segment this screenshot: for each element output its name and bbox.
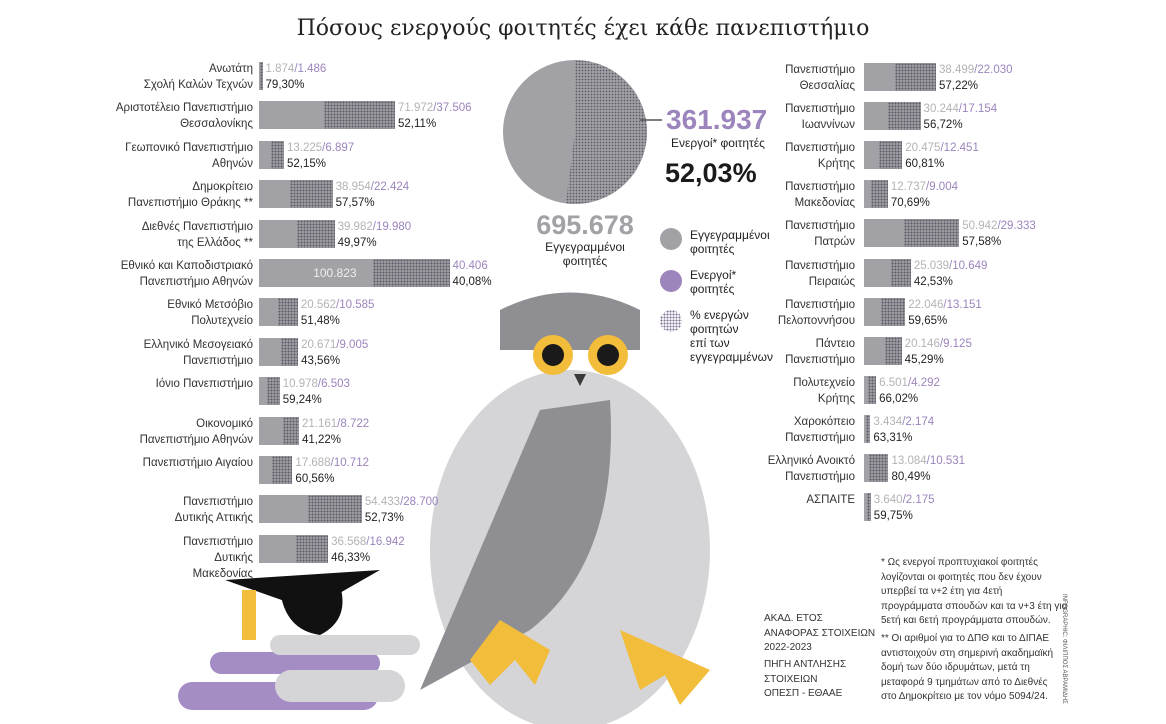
bar-active [904,219,959,247]
university-name: Πανεπιστήμιο Κρήτης [785,142,855,171]
value-active: 40.406 [452,260,488,272]
value-percentage: 40,08% [452,276,492,288]
university-name: Πανεπιστήμιο Αιγαίου [142,457,253,469]
value-label: 6.501/4.292 [879,376,940,389]
value-registered: 30.244 [923,103,959,116]
bar-active [868,376,876,404]
university-name: Πανεπιστήμιο Πειραιώς [785,259,855,288]
value-label: 13.084/10.531 [891,455,966,467]
university-name: Πανεπιστήμιο Μακεδονίας [785,181,855,210]
bar-active [879,141,902,169]
bar-registered [864,141,902,169]
university-name: Χαροκόπειο Πανεπιστήμιο [785,415,855,444]
university-name: Πανεπιστήμιο Θεσσαλίας [785,64,855,92]
active-total: 361.937 [666,104,768,135]
value-label: 17.688/10.712 [295,457,369,469]
value-active: 9.125 [943,337,972,350]
value-registered: 12.737 [890,181,926,194]
university-name: Αριστοτέλειο Πανεπιστήμιο Θεσσαλονίκης [115,102,253,131]
bar-active [281,338,298,366]
value-percentage: 63,31% [873,431,913,444]
active-percentage: 52,03% [665,158,757,188]
footnote-dpth-dipae: ** Οι αριθμοί για το ΔΠΘ και το ΔΙΠΑΕ αντιστοιχούν στη σημερινή ακαδημαϊκή δομή των δύο ιδρυμάτων, μετά τη μεταφορά 9 τμημάτων από το Διεθνές στο Δημοκρίτειο με τον νόμο 5094/24. [881,633,1054,702]
value-label: 1.874/1.486 [265,63,327,75]
value-label: 3.434/2.174 [873,415,935,428]
university-name: Πανεπιστήμιο Δυτικής Αττικής [174,496,253,525]
value-label: 12.737/9.004 [890,181,958,194]
value-percentage: 43,56% [301,354,341,367]
value-active: 6.897 [325,141,355,154]
value-label: 20.475/12.451 [905,142,979,155]
registered-total: 695.678 [536,210,634,240]
value-registered: 22.046 [908,298,944,311]
bar-registered [864,298,905,326]
university-name: ΑΣΠΑΙΤΕ [806,494,855,507]
value-label: 71.972/37.506 [398,102,472,115]
university-name: Ανωτάτη Σχολή Καλών Τεχνών [143,63,253,91]
cap-tassel [242,590,256,640]
value-percentage: 52,73% [364,512,404,525]
university-name: Εθνικό και Καποδιστριακό Πανεπιστήμιο Αθηνών [120,260,253,288]
value-label: 20.146/9.125 [904,337,972,350]
bar-registered [259,338,298,366]
value-registered: 1.874 [265,63,295,75]
value-label: 20.671/9.005 [301,338,369,351]
bar-active [888,102,920,130]
value-registered: 20.562 [300,299,337,312]
value-active: 4.292 [911,376,940,389]
value-registered: 38.954 [335,181,371,194]
value-active: 2.175 [905,494,935,507]
bar-registered [259,377,280,405]
legend-label-registered: Εγγεγραμμένοι φοιτητές [690,228,770,256]
value-percentage: 70,69% [890,197,930,210]
value-label [453,258,488,274]
bar-registered [864,219,959,247]
value-percentage: 41,22% [301,433,341,446]
value-active: 2.174 [905,415,935,428]
bar-active [373,259,449,287]
value-active: 16.942 [369,535,405,548]
bar-registered [864,454,888,482]
bar-registered [864,376,876,404]
value-percentage: 56,72% [923,119,963,132]
value-active: 29.333 [1000,220,1036,233]
bar-active [881,298,906,326]
bar-active [885,337,902,365]
footnote-active-definition: * Ως ενεργοί προπτυχιακοί φοιτητές λογίζονται οι φοιτητές που δεν έχουν υπερβεί τα ν+2 έτη για 4ετή προγράμματα σπουδών και τα ν+3 έτη για 5ετή και 6ετή προγράμματα σπουδών. [881,557,1068,626]
diploma-scroll [270,635,420,655]
value-label: 13.225/6.897 [286,141,355,154]
value-registered: 3.640 [873,494,903,507]
value-active: 37.506 [436,102,472,115]
value-label: 30.244/17.154 [923,103,998,116]
value-registered: 10.978 [282,378,318,391]
owl-pupil-left [542,344,564,366]
bar-active [271,141,284,169]
value-active: 10.531 [929,455,966,467]
bar-active [867,493,871,521]
value-percentage: 57,57% [335,197,375,210]
value-label: 3.640/2.175 [873,494,935,507]
academic-year-note: ΑΚΑΔ. ΕΤΟΣ ΑΝΑΦΟΡΑΣ ΣΤΟΙΧΕΙΩΝ 2022-2023 [764,613,876,653]
bar-active [272,456,292,484]
value-label: 50.942/29.333 [962,220,1036,233]
value-registered: 50.942 [962,220,998,233]
bar-active [891,259,911,287]
value-label: 36.568/16.942 [331,535,405,548]
value-active: 8.722 [340,417,370,430]
bar-registered [259,259,450,287]
value-label: 20.562/10.585 [300,299,375,312]
bar-registered [259,495,362,523]
bar-registered [259,62,263,90]
university-name: Ελληνικό Ανοικτό Πανεπιστήμιο [767,455,855,483]
university-row [0,534,405,580]
bar-registered [259,220,335,248]
value-label: 38.499/22.030 [938,64,1013,76]
bar-active [866,415,870,443]
bar-registered [864,493,871,521]
value-label: 54.433/28.700 [364,496,439,509]
value-active: 9.004 [929,181,958,194]
university-name: Πολυτεχνείο Κρήτης [793,376,855,405]
value-percentage: 80,49% [891,471,931,483]
value-registered: 39.982 [337,220,373,233]
value-registered: 54.433 [364,496,401,509]
bar-active [267,377,279,405]
value-registered: 38.499 [938,64,975,76]
value-active: 22.424 [374,181,410,194]
value-registered: 20.146 [904,337,940,350]
value-registered: 71.972 [398,102,434,115]
value-registered: 36.568 [331,535,367,548]
value-percentage: 46,33% [331,551,371,564]
value-active: 1.486 [297,63,327,75]
bar-registered [864,259,911,287]
value-active: 10.712 [333,457,369,469]
value-percentage: 59,24% [282,394,322,407]
bar-registered [259,417,299,445]
bar-registered [864,337,902,365]
bar-active [324,101,395,129]
university-name: Εθνικό Μετσόβιο Πολυτεχνείο [167,299,253,328]
value-registered: 20.475 [905,142,941,155]
bar-registered [864,180,888,208]
university-name: Πανεπιστήμιο Ιωαννίνων [785,103,855,132]
value-percentage: 59,75% [873,510,913,523]
value-label: 21.161/8.722 [301,417,370,430]
legend-label-active: Ενεργοί* φοιτητές [690,268,737,296]
value-active: 6.503 [321,378,350,391]
value-label: 22.046/13.151 [908,298,982,311]
university-name: Ελληνικό Μεσογειακό Πανεπιστήμιο [143,338,253,367]
value-active: 9.005 [339,338,369,351]
infographic-credit: INFOGRAPHIC: ΦΙΛΙΠΠΟΣ ΑΒΡΑΜΙΔΗΣ [1061,594,1067,704]
university-name: Πανεπιστήμιο Πελοποννήσου [777,298,855,327]
value-registered: 13.084 [891,455,927,467]
legend-label-percentage: % ενεργών φοιτητών επί των εγγεγραμμένων [690,308,774,364]
bar-active [260,62,263,90]
bar-registered [259,298,298,326]
active-label: Ενεργοί* φοιτητές [671,136,765,150]
value-active: 13.151 [946,298,982,311]
value-percentage: 52,15% [286,157,326,170]
value-active: 28.700 [403,496,439,509]
bar-active [296,535,328,563]
bar-active [297,220,335,248]
value-active: 22.030 [977,64,1013,76]
bar-registered [864,63,936,91]
value-active: 10.649 [952,259,988,272]
source-note: ΠΗΓΗ ΑΝΤΛΗΣΗΣ ΣΤΟΙΧΕΙΩΝ ΟΠΕΣΠ - ΕΘΑΑΕ [764,659,847,699]
value-label: 38.954/22.424 [335,181,410,194]
value-percentage: 66,02% [879,392,919,405]
value-percentage: 52,11% [398,118,437,131]
value-registered: 3.434 [873,415,903,428]
value-percentage: 42,53% [913,275,953,288]
university-name: Οικονομικό Πανεπιστήμιο Αθηνών [139,417,253,446]
bar-registered [259,535,328,563]
university-name: Δημοκρίτειο Πανεπιστήμιο Θράκης ** [127,181,253,210]
university-name: Ιόνιο Πανεπιστήμιο [155,378,253,391]
value-percentage: 60,81% [905,158,945,171]
university-name: Γεωπονικό Πανεπιστήμιο Αθηνών [125,141,253,170]
value-percentage: 60,56% [295,473,335,485]
value-registered: 100.823 [313,266,357,280]
value-active: 17.154 [961,103,998,116]
bar-active [278,298,298,326]
value-label: 39.982/19.980 [337,220,412,233]
bar-active [308,495,362,523]
value-percentage: 51,48% [300,315,340,328]
value-percentage: 45,29% [904,353,944,366]
value-label: 25.039/10.649 [913,259,988,272]
value-registered: 25.039 [913,259,949,272]
bar-registered [259,456,292,484]
graduation-cap-base [280,585,343,635]
bar-active [871,180,888,208]
value-registered: 17.688 [295,457,331,469]
bar-registered [259,101,395,129]
value-active: 19.980 [375,220,412,233]
chart-title: Πόσους ενεργούς φοιτητές έχει κάθε πανεπιστήμιο [296,16,870,41]
bar-registered [259,180,333,208]
value-registered: 20.671 [301,338,337,351]
bar-registered [259,141,284,169]
book-3 [275,670,405,702]
university-name: Πανεπιστήμιο Πατρών [785,220,855,249]
value-active: 10.585 [339,299,375,312]
value-label: 10.978/6.503 [282,378,350,391]
value-percentage: 59,65% [908,314,948,327]
value-registered: 13.225 [286,141,323,154]
value-registered: 21.161 [301,417,338,430]
value-percentage: 79,30% [265,79,305,91]
value-active: 12.451 [943,142,979,155]
university-name: Διεθνές Πανεπιστήμιο της Ελλάδος ** [141,220,253,249]
bar-registered [864,415,870,443]
value-percentage: 57,58% [962,236,1002,249]
university-name: Πανεπιστήμιο Δυτικής Μακεδονίας [183,535,253,580]
bar-active [869,454,889,482]
bar-active [895,63,936,91]
bar-active [290,180,332,208]
value-percentage: 57,22% [938,80,978,92]
registered-label: Εγγεγραμμένοι φοιτητές [545,240,625,268]
university-name: Πάντειο Πανεπιστήμιο [785,337,855,366]
bar-registered [864,102,921,130]
value-percentage: 49,97% [337,236,377,249]
bar-active [283,417,299,445]
value-registered: 6.501 [879,376,908,389]
